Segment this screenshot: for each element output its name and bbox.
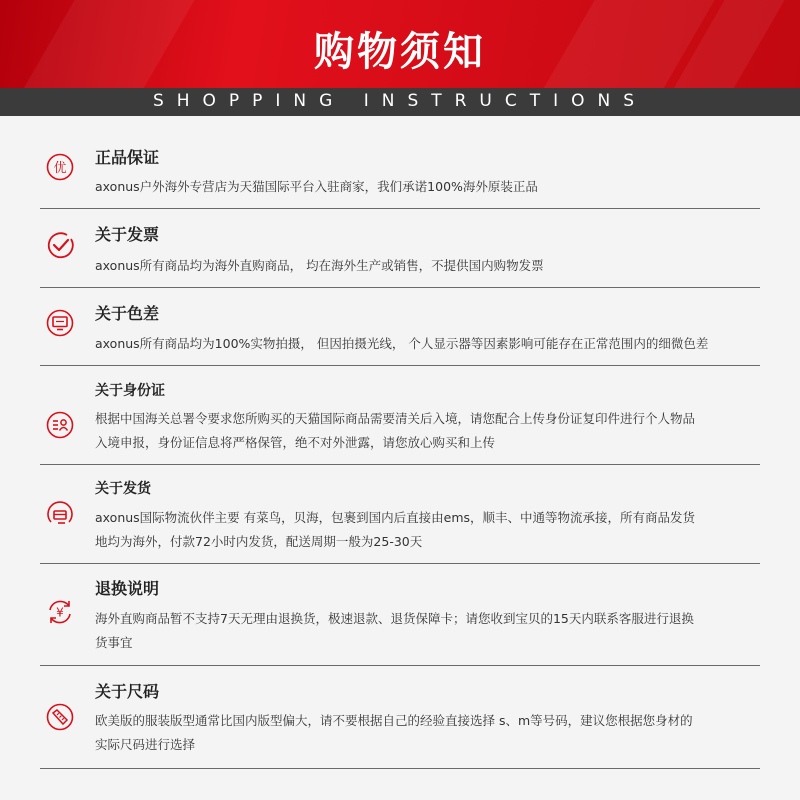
premium-icon — [45, 152, 75, 182]
divider — [40, 665, 760, 666]
section-text: 入境申报，身份证信息将严格保管，绝不对外泄露，请您放心购买和上传 — [95, 435, 496, 450]
svg-text:优: 优 — [53, 161, 67, 176]
subtitle-bar — [0, 88, 800, 116]
divider — [40, 365, 760, 366]
size-icon — [45, 702, 75, 732]
section-title: 关于身份证 — [95, 383, 165, 399]
section-text: 货事宜 — [95, 635, 133, 650]
section-title: 关于发票 — [95, 225, 160, 244]
section-title: 正品保证 — [95, 148, 160, 167]
section-title: 关于色差 — [95, 304, 160, 323]
divider — [40, 563, 760, 564]
divider — [40, 768, 760, 769]
monitor-icon — [45, 308, 75, 338]
page-title: 购物须知 — [314, 29, 486, 75]
refund-icon — [45, 597, 75, 627]
section-text: axonus国际物流伙伴主要 有菜鸟，贝海，包裹到国内后直接由ems，顺丰、中通等物流承接，所有商品发货 — [95, 510, 696, 525]
section-text: 海外直购商品暂不支持7天无理由退换货，极速退款、退货保障卡；请您收到宝贝的15天内联系客服进行退换 — [95, 611, 694, 626]
divider — [40, 464, 760, 465]
section-text: 地均为海外，付款72小时内发货，配送周期一般为25-30天 — [95, 534, 423, 549]
svg-text:¥: ¥ — [56, 605, 64, 620]
section-text: axonus户外海外专营店为天猫国际平台入驻商家，我们承诺100%海外原装正品 — [95, 179, 538, 194]
header-banner — [0, 0, 800, 88]
section-text: 欧美版的服装版型通常比国内版型偏大，请不要根据自己的经验直接选择 s、m等号码，建议您根据您身材的 — [95, 713, 693, 728]
divider — [40, 287, 760, 288]
id-card-icon — [45, 410, 75, 440]
section-text: axonus所有商品均为100%实物拍摄， 但因拍摄光线， 个人显示器等因素影响可能存在正常范围内的细微色差 — [95, 336, 709, 351]
page-subtitle: SHOPPING INSTRUCTIONS — [152, 91, 648, 111]
divider — [40, 208, 760, 209]
section-text: 根据中国海关总署令要求您所购买的天猫国际商品需要清关后入境，请您配合上传身份证复印件进行个人物品 — [95, 411, 696, 426]
section-text: 实际尺码进行选择 — [95, 737, 196, 752]
check-icon — [45, 230, 75, 260]
section-text: axonus所有商品均为海外直购商品， 均在海外生产或销售，不提供国内购物发票 — [95, 258, 544, 273]
section-title: 关于发货 — [95, 481, 151, 497]
delivery-icon — [45, 499, 75, 529]
section-title: 退换说明 — [95, 579, 160, 598]
section-title: 关于尺码 — [95, 682, 160, 701]
